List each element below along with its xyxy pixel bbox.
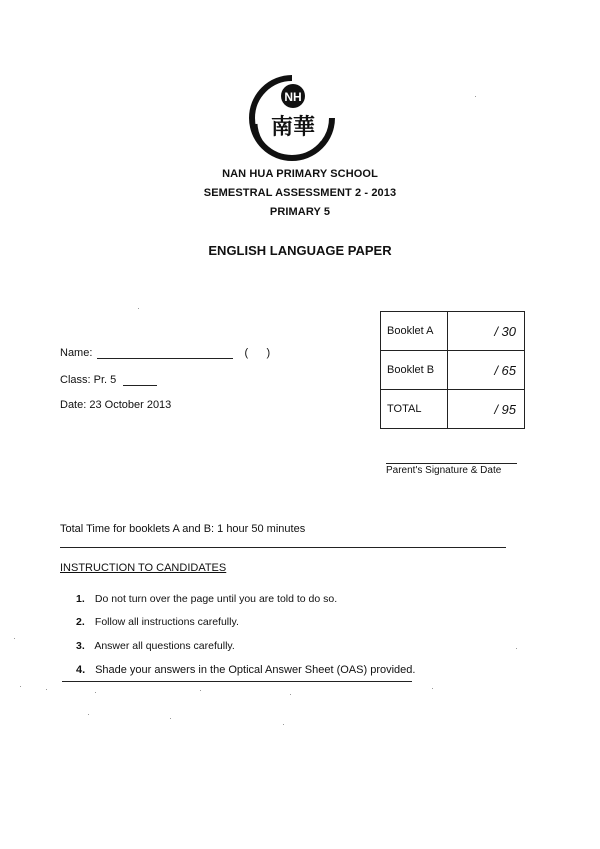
list-item <box>76 593 337 605</box>
class-blank-line <box>123 385 157 386</box>
instruction-number: 4. <box>76 664 86 676</box>
total-label: TOTAL <box>381 390 448 429</box>
list-item <box>76 664 415 676</box>
name-blank-line <box>97 358 233 359</box>
instruction-number: 2. <box>76 616 85 628</box>
assessment-title: SEMESTRAL ASSESSMENT 2 - 2013 <box>203 187 397 199</box>
name-field <box>60 347 270 359</box>
table-row <box>381 351 525 390</box>
scan-speck <box>475 96 476 97</box>
scan-speck <box>283 724 284 725</box>
list-item <box>76 640 235 652</box>
booklet-a-label: Booklet A <box>381 312 448 351</box>
instructions-heading: INSTRUCTION TO CANDIDATES <box>60 562 227 574</box>
class-label: Class: Pr. 5 <box>60 374 117 386</box>
scan-speck <box>95 692 96 693</box>
name-label: Name: <box>60 347 93 359</box>
total-time-text: Total Time for booklets A and B: 1 hour 50 minutes <box>60 523 306 535</box>
paper-title: ENGLISH LANGUAGE PAPER <box>208 243 392 258</box>
instruction-text: Do not turn over the page until you are told to do so. <box>94 593 338 605</box>
divider-line <box>60 547 506 548</box>
total-score: / 95 <box>448 390 525 429</box>
booklet-b-score: / 65 <box>448 351 525 390</box>
list-item <box>76 616 239 628</box>
date-label: Date: 23 October 2013 <box>60 399 172 411</box>
table-row <box>381 390 525 429</box>
class-field <box>60 374 157 386</box>
logo-chinese-text: 南華 <box>270 115 316 140</box>
scan-speck <box>20 686 21 687</box>
scan-speck <box>46 689 47 690</box>
scan-speck <box>88 714 89 715</box>
scan-speck <box>170 718 171 719</box>
logo-monogram: NH <box>284 90 302 104</box>
table-row <box>381 312 525 351</box>
scan-speck <box>432 688 433 689</box>
bottom-divider-line <box>62 681 412 682</box>
school-name: NAN HUA PRIMARY SCHOOL <box>222 168 378 180</box>
booklet-b-label: Booklet B <box>381 351 448 390</box>
signature-line <box>386 463 517 464</box>
scan-speck <box>138 308 139 309</box>
booklet-a-score: / 30 <box>448 312 525 351</box>
scan-speck <box>200 690 201 691</box>
marks-table <box>380 311 525 429</box>
level-label: PRIMARY 5 <box>269 206 331 218</box>
scan-speck <box>290 694 291 695</box>
instruction-text: Shade your answers in the Optical Answer Sheet (OAS) provided. <box>95 664 416 676</box>
scan-speck <box>516 648 517 649</box>
instruction-text: Follow all instructions carefully. <box>94 616 239 628</box>
instruction-number: 3. <box>76 640 85 652</box>
instruction-text: Answer all questions carefully. <box>94 640 235 652</box>
index-number-brackets: ( ) <box>244 347 271 359</box>
instruction-number: 1. <box>76 593 85 605</box>
school-logo <box>248 74 336 162</box>
parent-signature-label: Parent's Signature & Date <box>386 465 502 476</box>
scan-speck <box>14 638 15 639</box>
